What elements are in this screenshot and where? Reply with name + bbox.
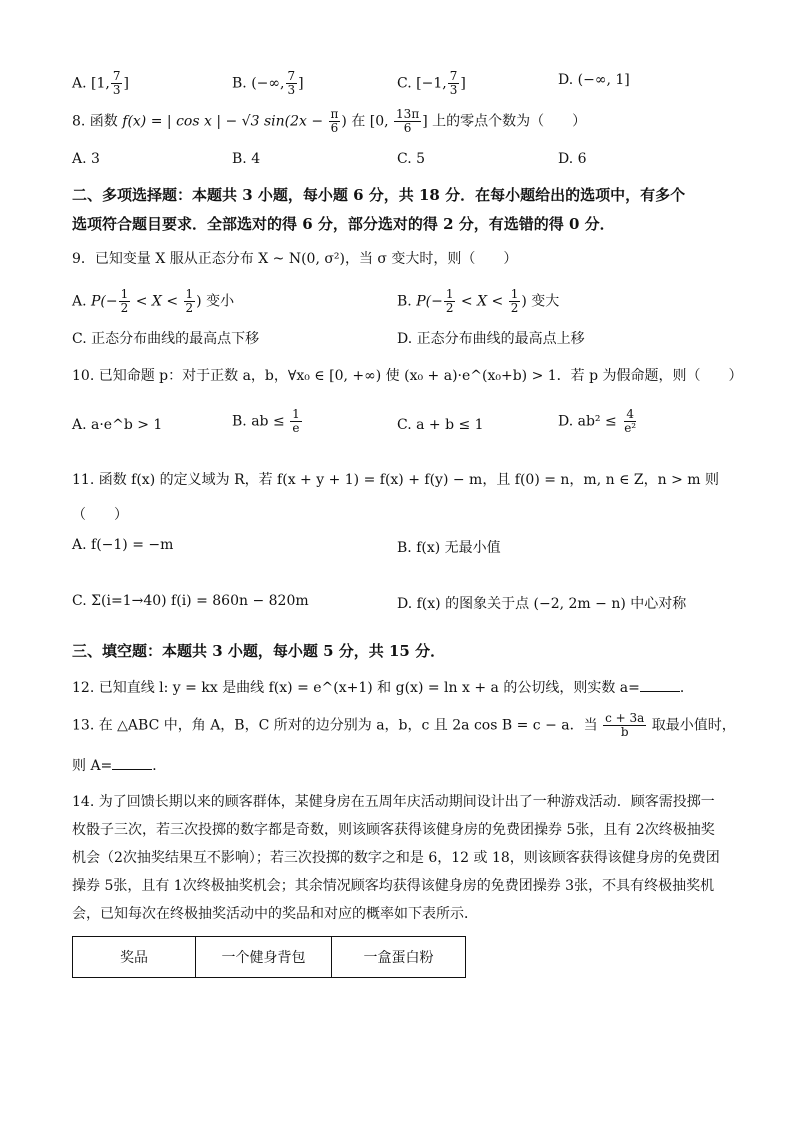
q14-line: 会，已知每次在终极抽奖活动中的奖品和对应的概率如下表所示． [72,906,478,922]
q14-line: 机会（2次抽奖结果互不影响）；若三次投掷的数字之和是 6，12 或 18，则该顾客获得该健身房的免费团 [72,850,720,866]
fraction: $\frac{c + 3a}{b}$ [605,711,645,739]
q10-option-a: A. a·e^b > 1 [72,417,163,433]
fraction: $\frac{7}{3}$ [287,69,296,97]
table-cell: 一盒蛋白粉 [332,937,466,978]
q9-option-a: A. P(− $\frac{1}{2}$ < X < $\frac{1}{2}$ ) 变小 [72,287,235,315]
q8-option-b: B. 4 [232,151,261,167]
fraction: $\frac{4}{\text{e²}}$ [624,407,637,435]
fraction: $\frac{\pi}{6}$ [330,107,339,135]
section2-heading-line1: 二、多项选择题：本题共 3 小题，每小题 6 分，共 18 分．在每小题给出的选项中，有多个 [72,186,686,204]
fraction: $\frac{13\pi}{6}$ [396,107,420,135]
q9-option-d: D. 正态分布曲线的最高点上移 [397,331,585,347]
q8-option-c: C. 5 [397,151,426,167]
q9-option-b: B. P(− $\frac{1}{2}$ < X < $\frac{1}{2}$ ) 变大 [397,287,560,315]
q14-line: 14. 为了回馈长期以来的顾客群体，某健身房在五周年庆活动期间设计出了一种游戏活动．顾客需投掷一 [72,794,715,810]
answer-blank [640,677,680,692]
q14-line: 操券 5张，且有 1次终极抽奖机会；其余情况顾客均获得该健身房的免费团操券 3张，不具有终极抽奖机 [72,878,715,894]
table-cell: 奖品 [73,937,196,978]
q11-option-d: D. f(x) 的图象关于点 (−2, 2m − n) 中心对称 [397,596,687,612]
q10-option-b: B. ab ≤ $\frac{1}{e}$ [232,407,300,435]
fraction: $\frac{7}{3}$ [112,69,121,97]
q13-line2: 则 A= ． [72,755,166,775]
q7-option-d: D. (−∞, 1] [558,72,630,88]
q8-stem: 8. 函数 f(x) = | cos x | − √3 sin(2x − $\frac{\pi}{6}$ ) 在 [0, $\frac{13\pi}{6}$ ] 上的零点个数为（ ） [72,107,587,135]
fraction: $\frac{1}{2}$ [445,287,454,315]
q14-line: 枚骰子三次，若三次投掷的数字都是奇数，则该顾客获得该健身房的免费团操券 5张，且有 2次终极抽奖 [72,822,715,838]
q10-option-d: D. ab² ≤ $\frac{4}{\text{e²}}$ [558,407,637,435]
q8-option-d: D. 6 [558,151,587,167]
q10-stem: 10. 已知命题 p：对于正数 a，b，∀x₀ ∈ [0, +∞) 使 (x₀ + a)·e^(x₀+b) > 1．若 p 为假命题，则（ ） [72,368,743,384]
q8-option-a: A. 3 [72,151,100,167]
q7-option-a: A. [1, $\frac{7}{3}$ ] [72,69,129,97]
section2-heading-line2: 选项符合题目要求．全部选对的得 6 分，部分选对的得 2 分，有选错的得 0 分． [72,215,615,233]
q11-stem: 11. 函数 f(x) 的定义域为 R，若 f(x + y + 1) = f(x) + f(y) − m，且 f(0) = n，m, n ∈ Z，n > m 则 [72,472,719,488]
fraction: $\frac{1}{2}$ [510,287,519,315]
q11-paren: （ ） [72,507,128,523]
fraction: $\frac{1}{e}$ [292,407,300,435]
q11-option-a: A. f(−1) = −m [72,537,174,553]
q11-option-b: B. f(x) 无最小值 [397,540,501,556]
fraction: $\frac{7}{3}$ [449,69,458,97]
q9-stem: 9．已知变量 X 服从正态分布 X ~ N(0, σ²)，当 σ 变大时，则（ ） [72,251,518,267]
q12-stem: 12. 已知直线 l: y = kx 是曲线 f(x) = e^(x+1) 和 g(x) = ln x + a 的公切线，则实数 a= ． [72,677,694,697]
answer-blank [112,755,152,770]
fraction: $\frac{1}{2}$ [185,287,194,315]
section3-heading: 三、填空题：本题共 3 小题，每小题 5 分，共 15 分． [72,642,446,660]
fraction: $\frac{1}{2}$ [120,287,129,315]
q13-line1: 13. 在 △ABC 中，角 A，B，C 所对的边分别为 a，b，c 且 2a cos B = c − a．当 $\frac{c + 3a}{b}$ 取最小值时， [72,711,736,739]
q10-option-c: C. a + b ≤ 1 [397,417,484,433]
table-row [73,937,466,978]
prize-table [72,936,466,978]
q7-option-c: C. [−1, $\frac{7}{3}$ ] [397,69,466,97]
q11-option-c: C. Σ(i=1→40) f(i) = 860n − 820m [72,593,309,609]
q9-option-c: C. 正态分布曲线的最高点下移 [72,331,260,347]
table-cell: 一个健身背包 [196,937,332,978]
q7-option-b: B. (−∞, $\frac{7}{3}$ ] [232,69,304,97]
